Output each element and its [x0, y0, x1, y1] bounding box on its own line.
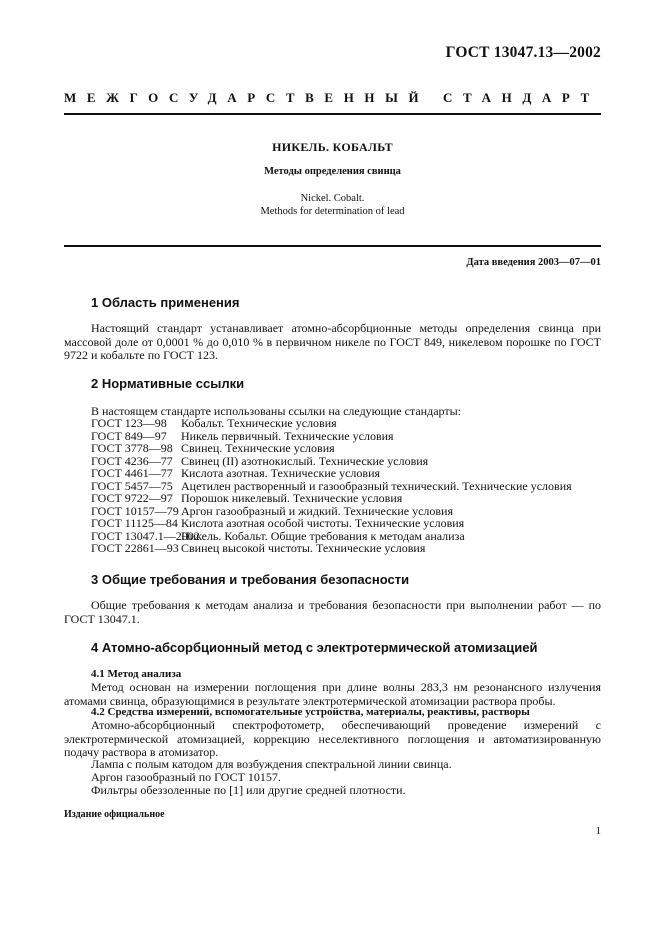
reference-code: ГОСТ 11125—84: [91, 516, 178, 531]
reference-title: Кислота азотная особой чистоты. Технические условия: [181, 516, 465, 531]
reference-item: [91, 467, 572, 480]
reference-code: ГОСТ 4461—77: [91, 466, 173, 481]
section-1-heading: 1 Область применения: [91, 295, 240, 310]
subsection-4-1-text: Метод основан на измерении поглощения при длине волны 283,3 нм резонансного излучения атомами свинца, образующимися в результате электротермической атомизации раствора пробы.: [64, 680, 601, 708]
standard-type: МЕЖГОСУДАРСТВЕННЫЙ СТАНДАРТ: [64, 90, 600, 105]
reference-title: Свинец. Технические условия: [181, 441, 335, 456]
english-title-line-2: Methods for determination of lead: [260, 206, 405, 217]
reference-code: ГОСТ 123—98: [91, 416, 167, 430]
document-title: НИКЕЛЬ. КОБАЛЬТ: [272, 140, 393, 154]
subsection-4-2-heading: 4.2 Средства измерений, вспомогательные устройства, материалы, реактивы, растворы: [91, 706, 530, 718]
page-number: 1: [595, 825, 601, 837]
equipment-line-3: Фильтры обеззоленные по [1] или другие средней плотности.: [91, 783, 406, 797]
reference-title: Порошок никелевый. Технические условия: [181, 491, 403, 506]
subsection-4-2-text: Атомно-абсорбционный спектрофотометр, обеспечивающий проведение измерений с электротермической атомизацией, коррекцию неселективного поглощения и автоматизированную подачу раствора в атомизатор.: [64, 718, 601, 760]
reference-title: Ацетилен растворенный и газообразный технический. Технические условия: [181, 478, 572, 493]
subsection-4-1-heading: 4.1 Метод анализа: [91, 668, 182, 680]
reference-title: Кислота азотная. Технические условия: [181, 466, 381, 481]
document-id: ГОСТ 13047.13—2002: [445, 44, 601, 61]
equipment-line-2: Аргон газообразный по ГОСТ 10157.: [91, 770, 281, 784]
reference-title: Никель первичный. Технические условия: [181, 428, 394, 443]
reference-title: Свинец высокой чистоты. Технические условия: [181, 541, 426, 556]
top-divider: [64, 113, 601, 115]
section-3-heading: 3 Общие требования и требования безопасности: [91, 572, 410, 587]
intro-date: Дата введения 2003—07—01: [466, 257, 601, 268]
references-list: [91, 417, 572, 555]
section-1-text: Настоящий стандарт устанавливает атомно-абсорбционные методы определения свинца при массовой доле от 0,0001 % до 0,010 % в первичном никеле по ГОСТ 849, никелевом порошке по ГОСТ 9722 и кобальте по ГОСТ 123.: [64, 321, 601, 363]
reference-item: [91, 417, 572, 430]
title-divider: [64, 245, 601, 247]
reference-code: ГОСТ 4236—77: [91, 453, 173, 468]
section-3-text: Общие требования к методам анализа и требования безопасности при выполнении работ — по ГОСТ 13047.1.: [64, 598, 601, 626]
english-title-line-1: Nickel. Cobalt.: [300, 193, 365, 204]
reference-title: Кобальт. Технические условия: [181, 416, 337, 430]
document-subtitle: Методы определения свинца: [264, 166, 401, 177]
reference-code: ГОСТ 22861—93: [91, 541, 179, 556]
edition-note: Издание официальное: [64, 809, 165, 820]
equipment-line-1: Лампа с полым катодом для возбуждения спектральной линии свинца.: [91, 757, 452, 771]
reference-title: Аргон газообразный и жидкий. Технические условия: [181, 503, 453, 518]
section-2-intro: В настоящем стандарте использованы ссылки на следующие стандарты:: [91, 404, 462, 418]
section-2-heading: 2 Нормативные ссылки: [91, 376, 245, 391]
reference-code: ГОСТ 13047.1—2002: [91, 528, 200, 543]
reference-code: ГОСТ 5457—75: [91, 478, 173, 493]
reference-code: ГОСТ 9722—97: [91, 491, 173, 506]
reference-title: Свинец (II) азотнокислый. Технические условия: [181, 453, 429, 468]
reference-item: [91, 442, 572, 455]
reference-code: ГОСТ 3778—98: [91, 441, 173, 456]
section-4-heading: 4 Атомно-абсорбционный метод с электротермической атомизацией: [91, 640, 538, 655]
reference-code: ГОСТ 10157—79: [91, 503, 179, 518]
reference-code: ГОСТ 849—97: [91, 428, 167, 443]
reference-item: [91, 542, 572, 555]
reference-title: Никель. Кобальт. Общие требования к методам анализа: [181, 528, 465, 543]
reference-item: [91, 492, 572, 505]
